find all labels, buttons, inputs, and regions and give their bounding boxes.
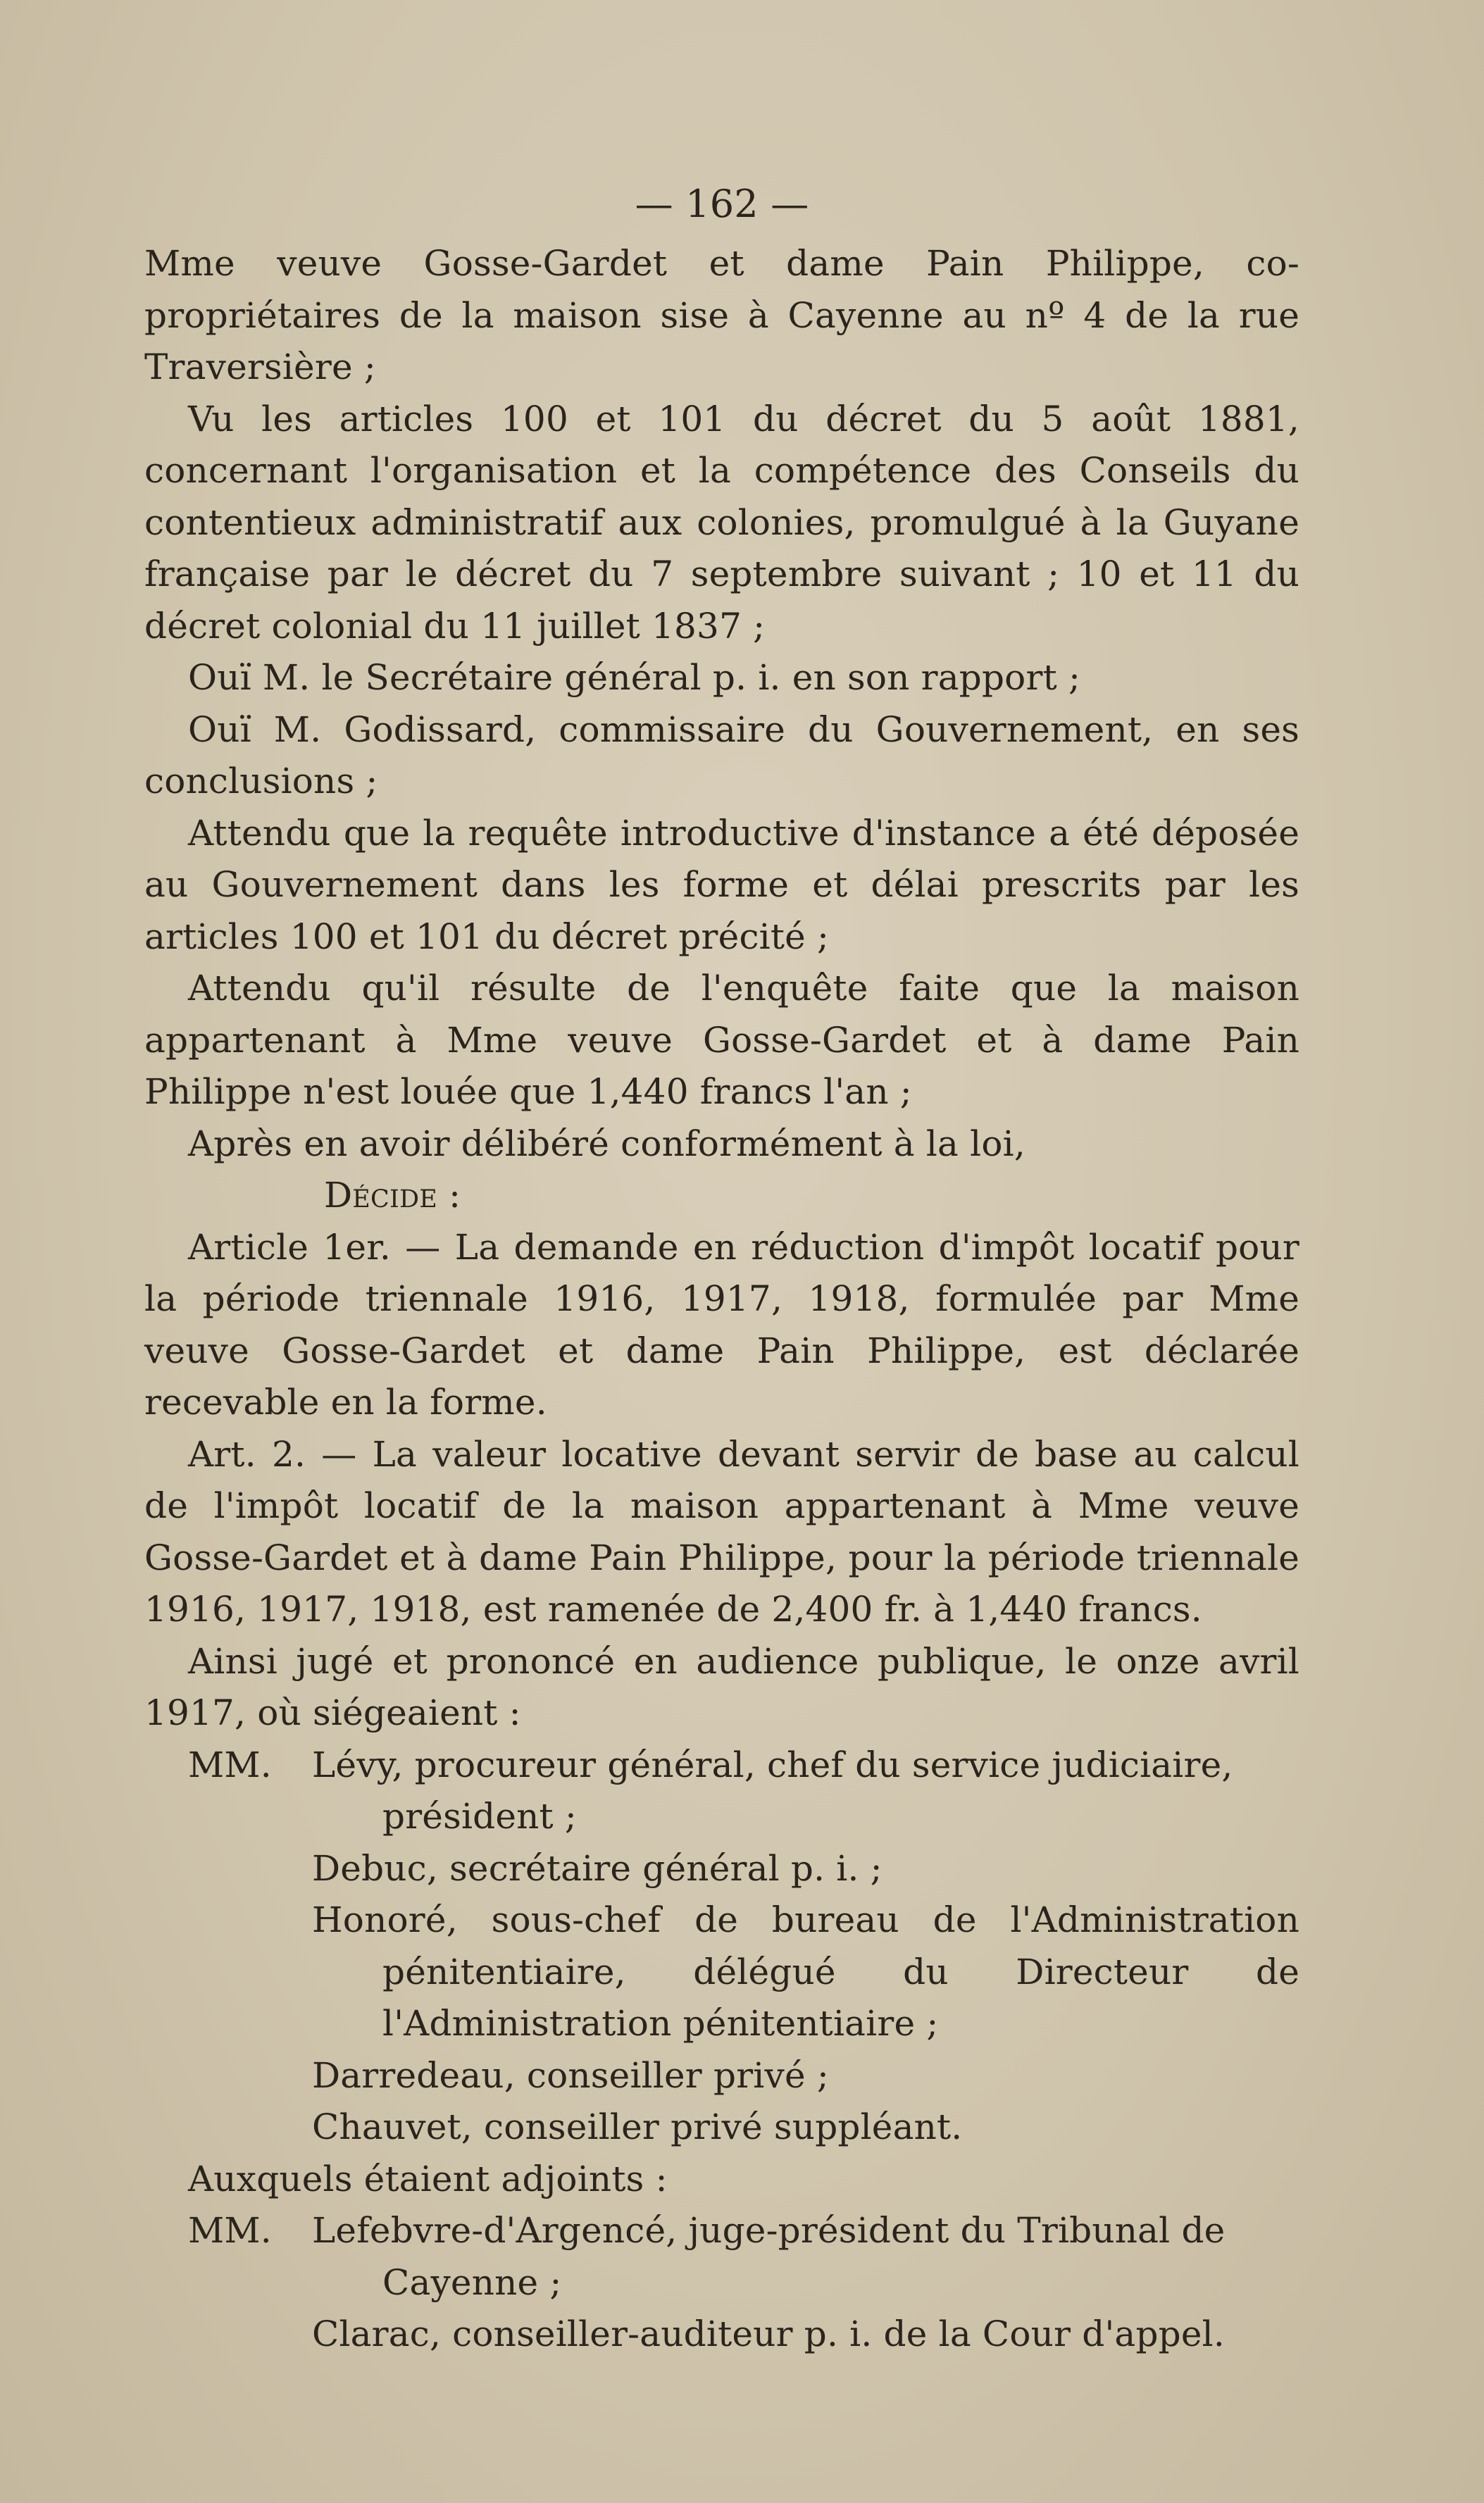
paragraph-oui-secretaire: Ouï M. le Secrétaire général p. i. en son rapport ; (188, 657, 1081, 698)
article-1: Article 1er. — La demande en réduction d'impôt locatif pour la période triennale 1916, 1917, 1918, formulée par Mme veuve Gosse-Gardet et dame Pain Philippe, est déclarée recevable en la forme. (144, 1226, 1299, 1423)
paragraph-attendu-requete: Attendu que la requête introductive d'instance a été déposée au Gouvernement dans les forme et délai prescrits par les articles 100 et 101 du décret précité ; (144, 812, 1299, 957)
paragraph-oui-commissaire: Ouï M. Godissard, commissaire du Gouvernement, en ses conclusions ; (144, 709, 1299, 801)
member-entry: Honoré, sous-chef de bureau de l'Administration pénitentiaire, délégué du Directeur de l'Administration pénitentiaire ; (312, 1899, 1299, 2044)
member-entry: Clarac, conseiller-auditeur p. i. de la Cour d'appel. (312, 2314, 1225, 2354)
siegeaient-first (144, 1740, 1299, 1843)
page-number: — 162 — (635, 182, 809, 226)
mm-label: MM. (188, 2210, 272, 2251)
paragraph-apres-delibere: Après en avoir délibéré conformément à la loi, (188, 1123, 1025, 1164)
member-entry: Debuc, secrétaire général p. i. ; (312, 1847, 883, 1889)
paragraph-vu-articles: Vu les articles 100 et 101 du décret du 5 août 1881, concernant l'organisation et la compétence des Conseils du contentieux administratif aux colonies, promulgué à la Guyane française par le décret du 7 septembre suivant ; 10 et 11 du décret colonial du 11 juillet 1837 ; (144, 398, 1299, 647)
member-entry: Lefebvre-d'Argencé, juge-président du Tribunal de Cayenne ; (312, 2210, 1226, 2303)
member-entry: Lévy, procureur général, chef du service judiciaire, président ; (312, 1744, 1233, 1837)
paragraph-attendu-enquete: Attendu qu'il résulte de l'enquête faite que la maison appartenant à Mme veuve Gosse-Gardet et à dame Pain Philippe n'est louée que 1,440 francs l'an ; (144, 968, 1299, 1112)
adjoints-first (144, 2205, 1299, 2309)
article-2: Art. 2. — La valeur locative devant servir de base au calcul de l'impôt locatif de la maison appartenant à Mme veuve Gosse-Gardet et à dame Pain Philippe, pour la période triennale 1916, 1917, 1918, est ramenée de 2,400 fr. à 1,440 francs. (144, 1433, 1299, 1630)
decide-heading: Décide : (324, 1175, 461, 1216)
adjoints-intro: Auxquels étaient adjoints : (188, 2158, 668, 2199)
mm-label: MM. (188, 1744, 272, 1785)
paragraph-parties: Mme veuve Gosse-Gardet et dame Pain Philippe, co-propriétaires de la maison sise à Cayenne au nº 4 de la rue Traversière ; (144, 243, 1299, 387)
document-text (144, 183, 1299, 2361)
member-entry: Chauvet, conseiller privé suppléant. (312, 2106, 963, 2147)
member-entry: Darredeau, conseiller privé ; (312, 2054, 829, 2096)
paragraph-ainsi-juge: Ainsi jugé et prononcé en audience publique, le onze avril 1917, où siégeaient : (144, 1640, 1299, 1733)
